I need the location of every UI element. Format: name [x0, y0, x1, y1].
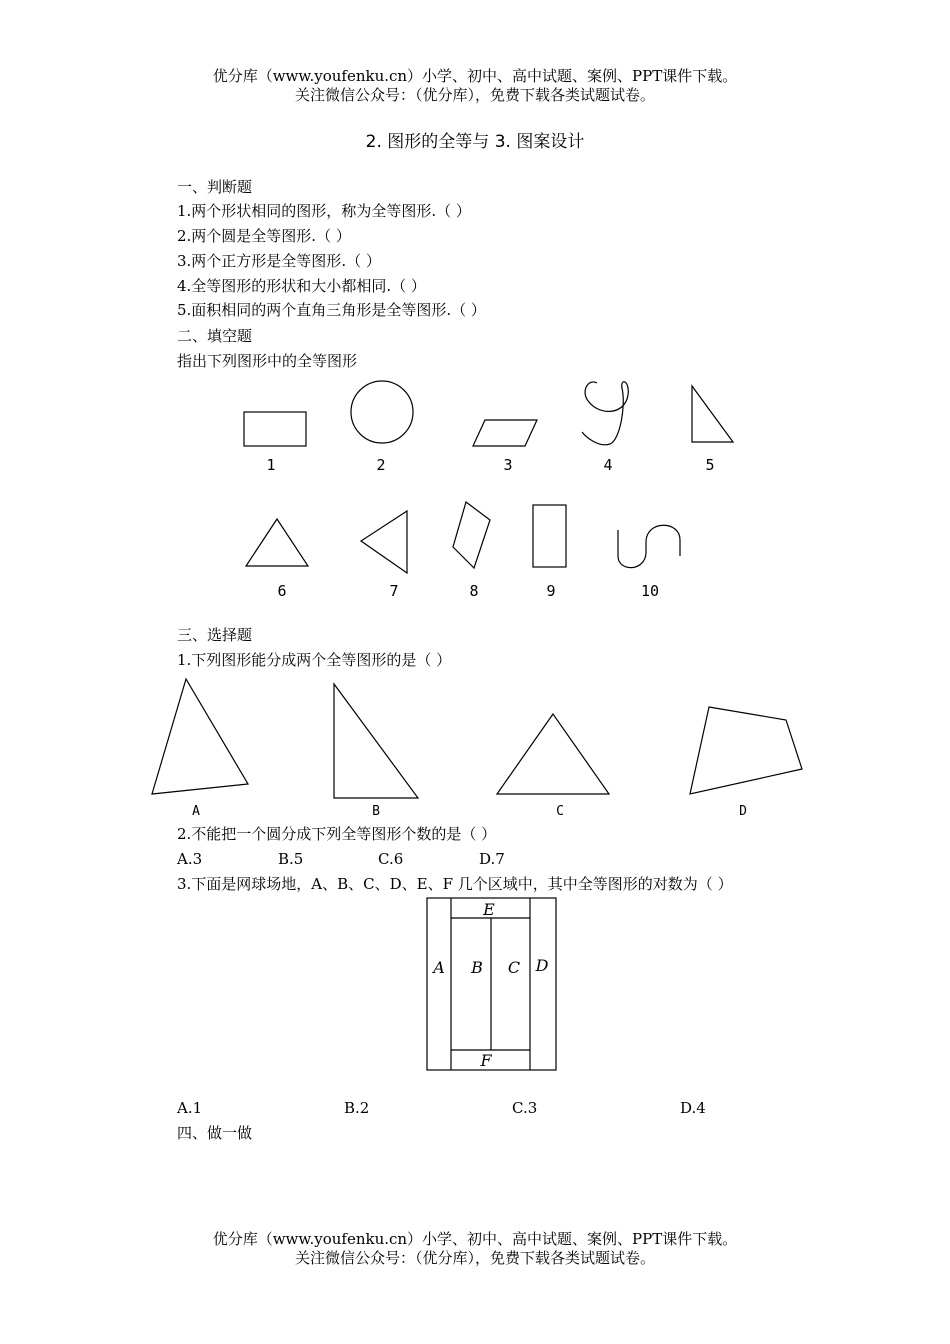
footer-line-2: 关注微信公众号：（优分库），免费下载各类试题试卷。 [294, 1249, 655, 1267]
figure-9-rectangle [533, 505, 566, 567]
q2-option-a: A.3 [177, 850, 203, 868]
q3-option-c: C.3 [512, 1099, 538, 1117]
court-label-b: B [471, 958, 483, 977]
q2-option-d: D.7 [479, 850, 505, 868]
judge-item-2: 2.两个圆是全等图形.（ ） [177, 227, 351, 245]
q1-figure-c [497, 714, 609, 794]
figure-label-4: 4 [603, 456, 613, 474]
judge-item-4: 4.全等图形的形状和大小都相同.（ ） [177, 277, 426, 295]
q1-label-a: A [192, 804, 200, 819]
section1-heading: 一、判断题 [177, 178, 253, 196]
figure-6-triangle [246, 519, 308, 566]
judge-item-5: 5.面积相同的两个直角三角形是全等图形.（ ） [177, 301, 486, 319]
section3-heading: 三、选择题 [177, 626, 253, 644]
q1-figure-d [690, 707, 802, 794]
figure-label-9: 9 [546, 582, 556, 600]
section4-heading: 四、做一做 [177, 1124, 253, 1142]
figure-3-parallelogram [473, 420, 537, 446]
figure-4-s-curve [582, 382, 628, 445]
figure-label-7: 7 [389, 582, 399, 600]
figure-label-8: 8 [469, 582, 479, 600]
page-title: 2. 图形的全等与 3. 图案设计 [365, 132, 585, 152]
figure-8-parallelogram [453, 502, 490, 568]
footer-line-1: 优分库（www.youfenku.cn）小学、初中、高中试题、案例、PPT课件下载。 [212, 1230, 738, 1248]
figure-label-3: 3 [503, 456, 513, 474]
figure-label-1: 1 [266, 456, 276, 474]
section2-instruction: 指出下列图形中的全等图形 [177, 352, 358, 370]
choice-question-3: 3.下面是网球场地，A、B、C、D、E、F 几个区域中，其中全等图形的对数为（ ） [177, 875, 733, 893]
choice-question-1: 1.下列图形能分成两个全等图形的是（ ） [177, 651, 452, 669]
section2-heading: 二、填空题 [177, 327, 253, 345]
judge-item-1: 1.两个形状相同的图形，称为全等图形.（ ） [177, 202, 471, 220]
header-line-2: 关注微信公众号：（优分库），免费下载各类试题试卷。 [294, 86, 655, 104]
q1-label-d: D [739, 804, 747, 819]
figure-5-right-triangle [692, 386, 733, 442]
q1-label-b: B [372, 804, 380, 819]
court-label-d: D [535, 956, 549, 975]
header-line-1: 优分库（www.youfenku.cn）小学、初中、高中试题、案例、PPT课件下载。 [212, 67, 738, 85]
figure-1-rectangle [244, 412, 306, 446]
court-label-e: E [483, 900, 495, 919]
court-label-f: F [480, 1051, 492, 1070]
figure-label-10: 10 [640, 582, 660, 600]
court-label-c: C [507, 958, 521, 977]
figure-10-s-curve [618, 525, 680, 567]
figure-label-6: 6 [277, 582, 287, 600]
q2-option-c: C.6 [378, 850, 404, 868]
figure-label-5: 5 [705, 456, 715, 474]
figure-2-circle [351, 381, 413, 443]
q1-figure-a [152, 679, 248, 794]
q3-option-b: B.2 [344, 1099, 370, 1117]
choice-question-2: 2.不能把一个圆分成下列全等图形个数的是（ ） [177, 825, 497, 843]
judge-item-3: 3.两个正方形是全等图形.（ ） [177, 252, 381, 270]
q3-option-d: D.4 [680, 1099, 706, 1117]
q3-option-a: A.1 [177, 1099, 203, 1117]
q1-figure-b [334, 684, 418, 798]
q1-label-c: C [556, 804, 564, 819]
figure-7-triangle [361, 511, 407, 573]
court-label-a: A [433, 958, 445, 977]
q2-option-b: B.5 [278, 850, 304, 868]
figure-label-2: 2 [376, 456, 386, 474]
